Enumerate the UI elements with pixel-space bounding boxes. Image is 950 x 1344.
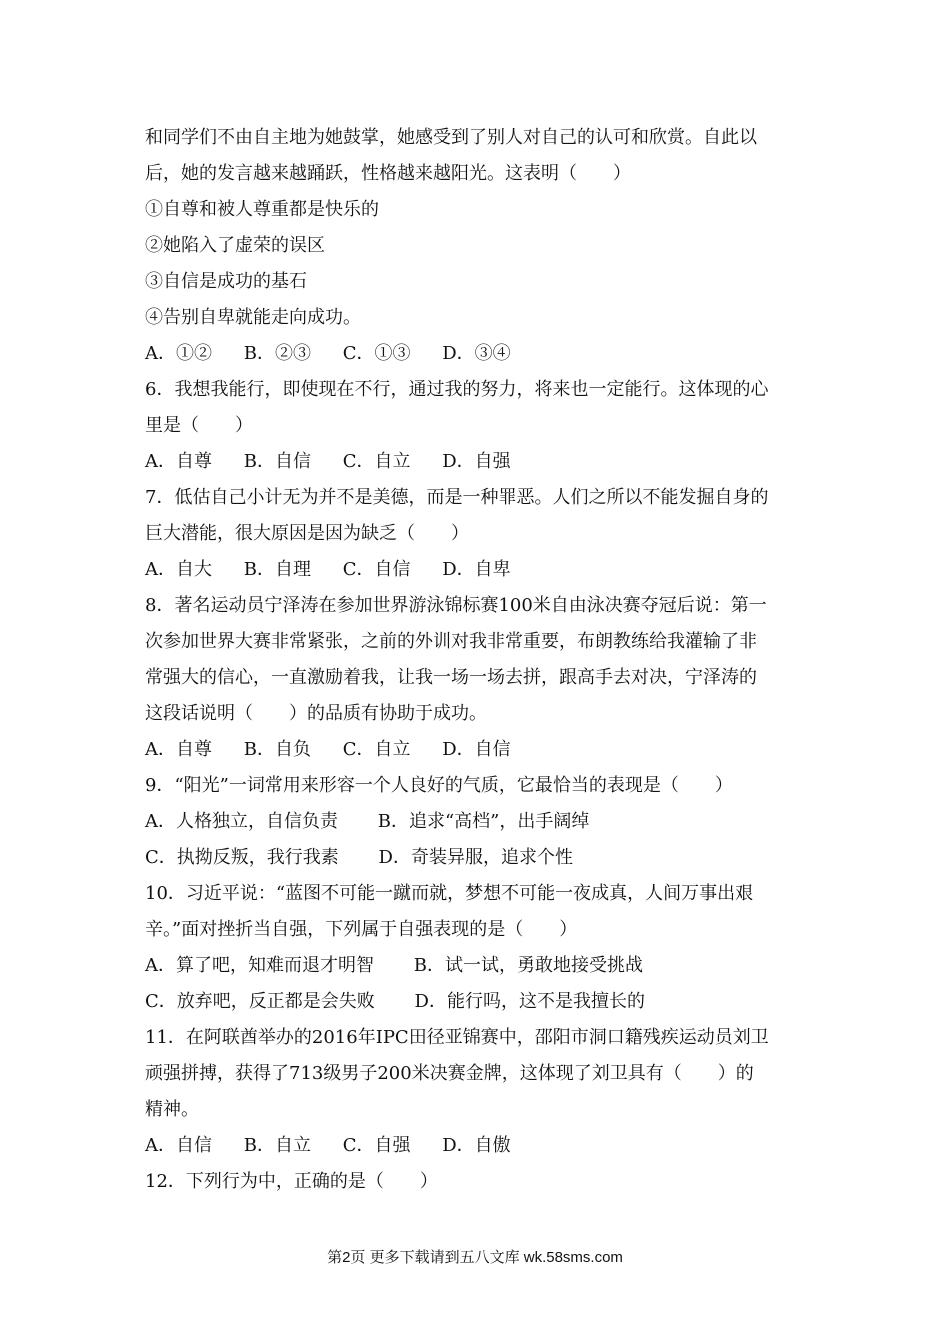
q9-option-c: C．执拗反叛，我行我素 [145, 847, 339, 868]
question-content [145, 120, 810, 1200]
q5-option-b: B．②③ [243, 343, 311, 364]
q10-option-d: D．能行吗，这不是我擅长的 [414, 991, 645, 1012]
q5-statement-4: ④告别自卑就能走向成功。 [145, 307, 361, 328]
q11-stem-line-1: 11．在阿联酋举办的2016年IPC田径亚锦赛中，邵阳市洞口籍残疾运动员刘卫 [145, 1027, 769, 1048]
q8-stem-line-2: 次参加世界大赛非常紧张，之前的外训对我非常重要，布朗教练给我灌输了非 [145, 631, 757, 652]
q9-option-d: D．奇装异服，追求个性 [378, 847, 573, 868]
q10-option-a: A．算了吧，知难而退才明智 [145, 955, 374, 976]
q6-option-b: B．自信 [243, 451, 311, 472]
q5-options [145, 336, 810, 372]
q11-stem-line-2: 顽强拼搏，获得了713级男子200米决赛金牌，这体现了刘卫具有（ ）的 [145, 1063, 754, 1084]
q7-stem-line-2: 巨大潜能，很大原因是因为缺乏（ ） [145, 523, 469, 544]
q9-option-a: A．人格独立，自信负责 [145, 811, 338, 832]
q5-option-a: A．①② [145, 343, 212, 364]
q8-options [145, 732, 810, 768]
q9-options-row-2 [145, 840, 810, 876]
q6-option-a: A．自尊 [145, 451, 212, 472]
q5-stem-line-1: 和同学们不由自主地为她鼓掌，她感受到了别人对自己的认可和欣赏。自此以 [145, 127, 757, 148]
q8-stem-line-4: 这段话说明（ ）的品质有协助于成功。 [145, 703, 487, 724]
q8-option-c: C．自立 [342, 739, 411, 760]
q11-option-b: B．自立 [243, 1135, 311, 1156]
q6-stem-line-2: 里是（ ） [145, 415, 253, 436]
q5-statement-1: ①自尊和被人尊重都是快乐的 [145, 199, 379, 220]
q9-options-row-1 [145, 804, 810, 840]
q5-option-d: D．③④ [442, 343, 511, 364]
q9-option-b: B．追求“高档”，出手阔绰 [377, 811, 590, 832]
q8-option-d: D．自信 [442, 739, 511, 760]
q10-option-b: B．试一试，勇敢地接受挑战 [413, 955, 643, 976]
q5-statement-2: ②她陷入了虚荣的误区 [145, 235, 325, 256]
q11-options [145, 1128, 810, 1164]
q5-option-c: C．①③ [342, 343, 411, 364]
page-footer: 第2页 更多下载请到五八文库 wk.58sms.com [327, 1249, 623, 1266]
q10-options-row-2 [145, 984, 810, 1020]
q10-stem-line-1: 10．习近平说：“蓝图不可能一蹴而就，梦想不可能一夜成真，人间万事出艰 [145, 883, 754, 904]
q5-statement-3: ③自信是成功的基石 [145, 271, 307, 292]
q6-stem-line-1: 6．我想我能行，即使现在不行，通过我的努力，将来也一定能行。这体现的心 [145, 379, 769, 400]
q7-option-d: D．自卑 [442, 559, 511, 580]
q8-stem-line-3: 常强大的信心，一直激励着我，让我一场一场去拼，跟高手去对决，宁泽涛的 [145, 667, 757, 688]
q6-option-c: C．自立 [342, 451, 411, 472]
q12-stem-line-1: 12．下列行为中，正确的是（ ） [145, 1171, 438, 1192]
q8-stem-line-1: 8．著名运动员宁泽涛在参加世界游泳锦标赛100米自由泳决赛夺冠后说：第一 [145, 595, 767, 616]
q7-option-c: C．自信 [342, 559, 411, 580]
q10-options-row-1 [145, 948, 810, 984]
q11-option-a: A．自信 [145, 1135, 212, 1156]
q9-stem-line-1: 9．“阳光”一词常用来形容一个人良好的气质，它最恰当的表现是（ ） [145, 775, 733, 796]
q8-option-b: B．自负 [243, 739, 311, 760]
q8-option-a: A．自尊 [145, 739, 212, 760]
q11-option-d: D．自傲 [442, 1135, 511, 1156]
q11-option-c: C．自强 [342, 1135, 411, 1156]
q7-option-a: A．自大 [145, 559, 212, 580]
q6-options [145, 444, 810, 480]
q11-stem-line-3: 精神。 [145, 1099, 199, 1120]
q7-option-b: B．自理 [243, 559, 311, 580]
q5-stem-line-2: 后，她的发言越来越踊跃，性格越来越阳光。这表明（ ） [145, 163, 631, 184]
q10-option-c: C．放弃吧，反正都是会失败 [145, 991, 375, 1012]
q6-option-d: D．自强 [442, 451, 511, 472]
q7-stem-line-1: 7．低估自己小计无为并不是美德，而是一种罪恶。人们之所以不能发掘自身的 [145, 487, 769, 508]
q7-options [145, 552, 810, 588]
q10-stem-line-2: 辛。”面对挫折当自强，下列属于自强表现的是（ ） [145, 919, 578, 940]
